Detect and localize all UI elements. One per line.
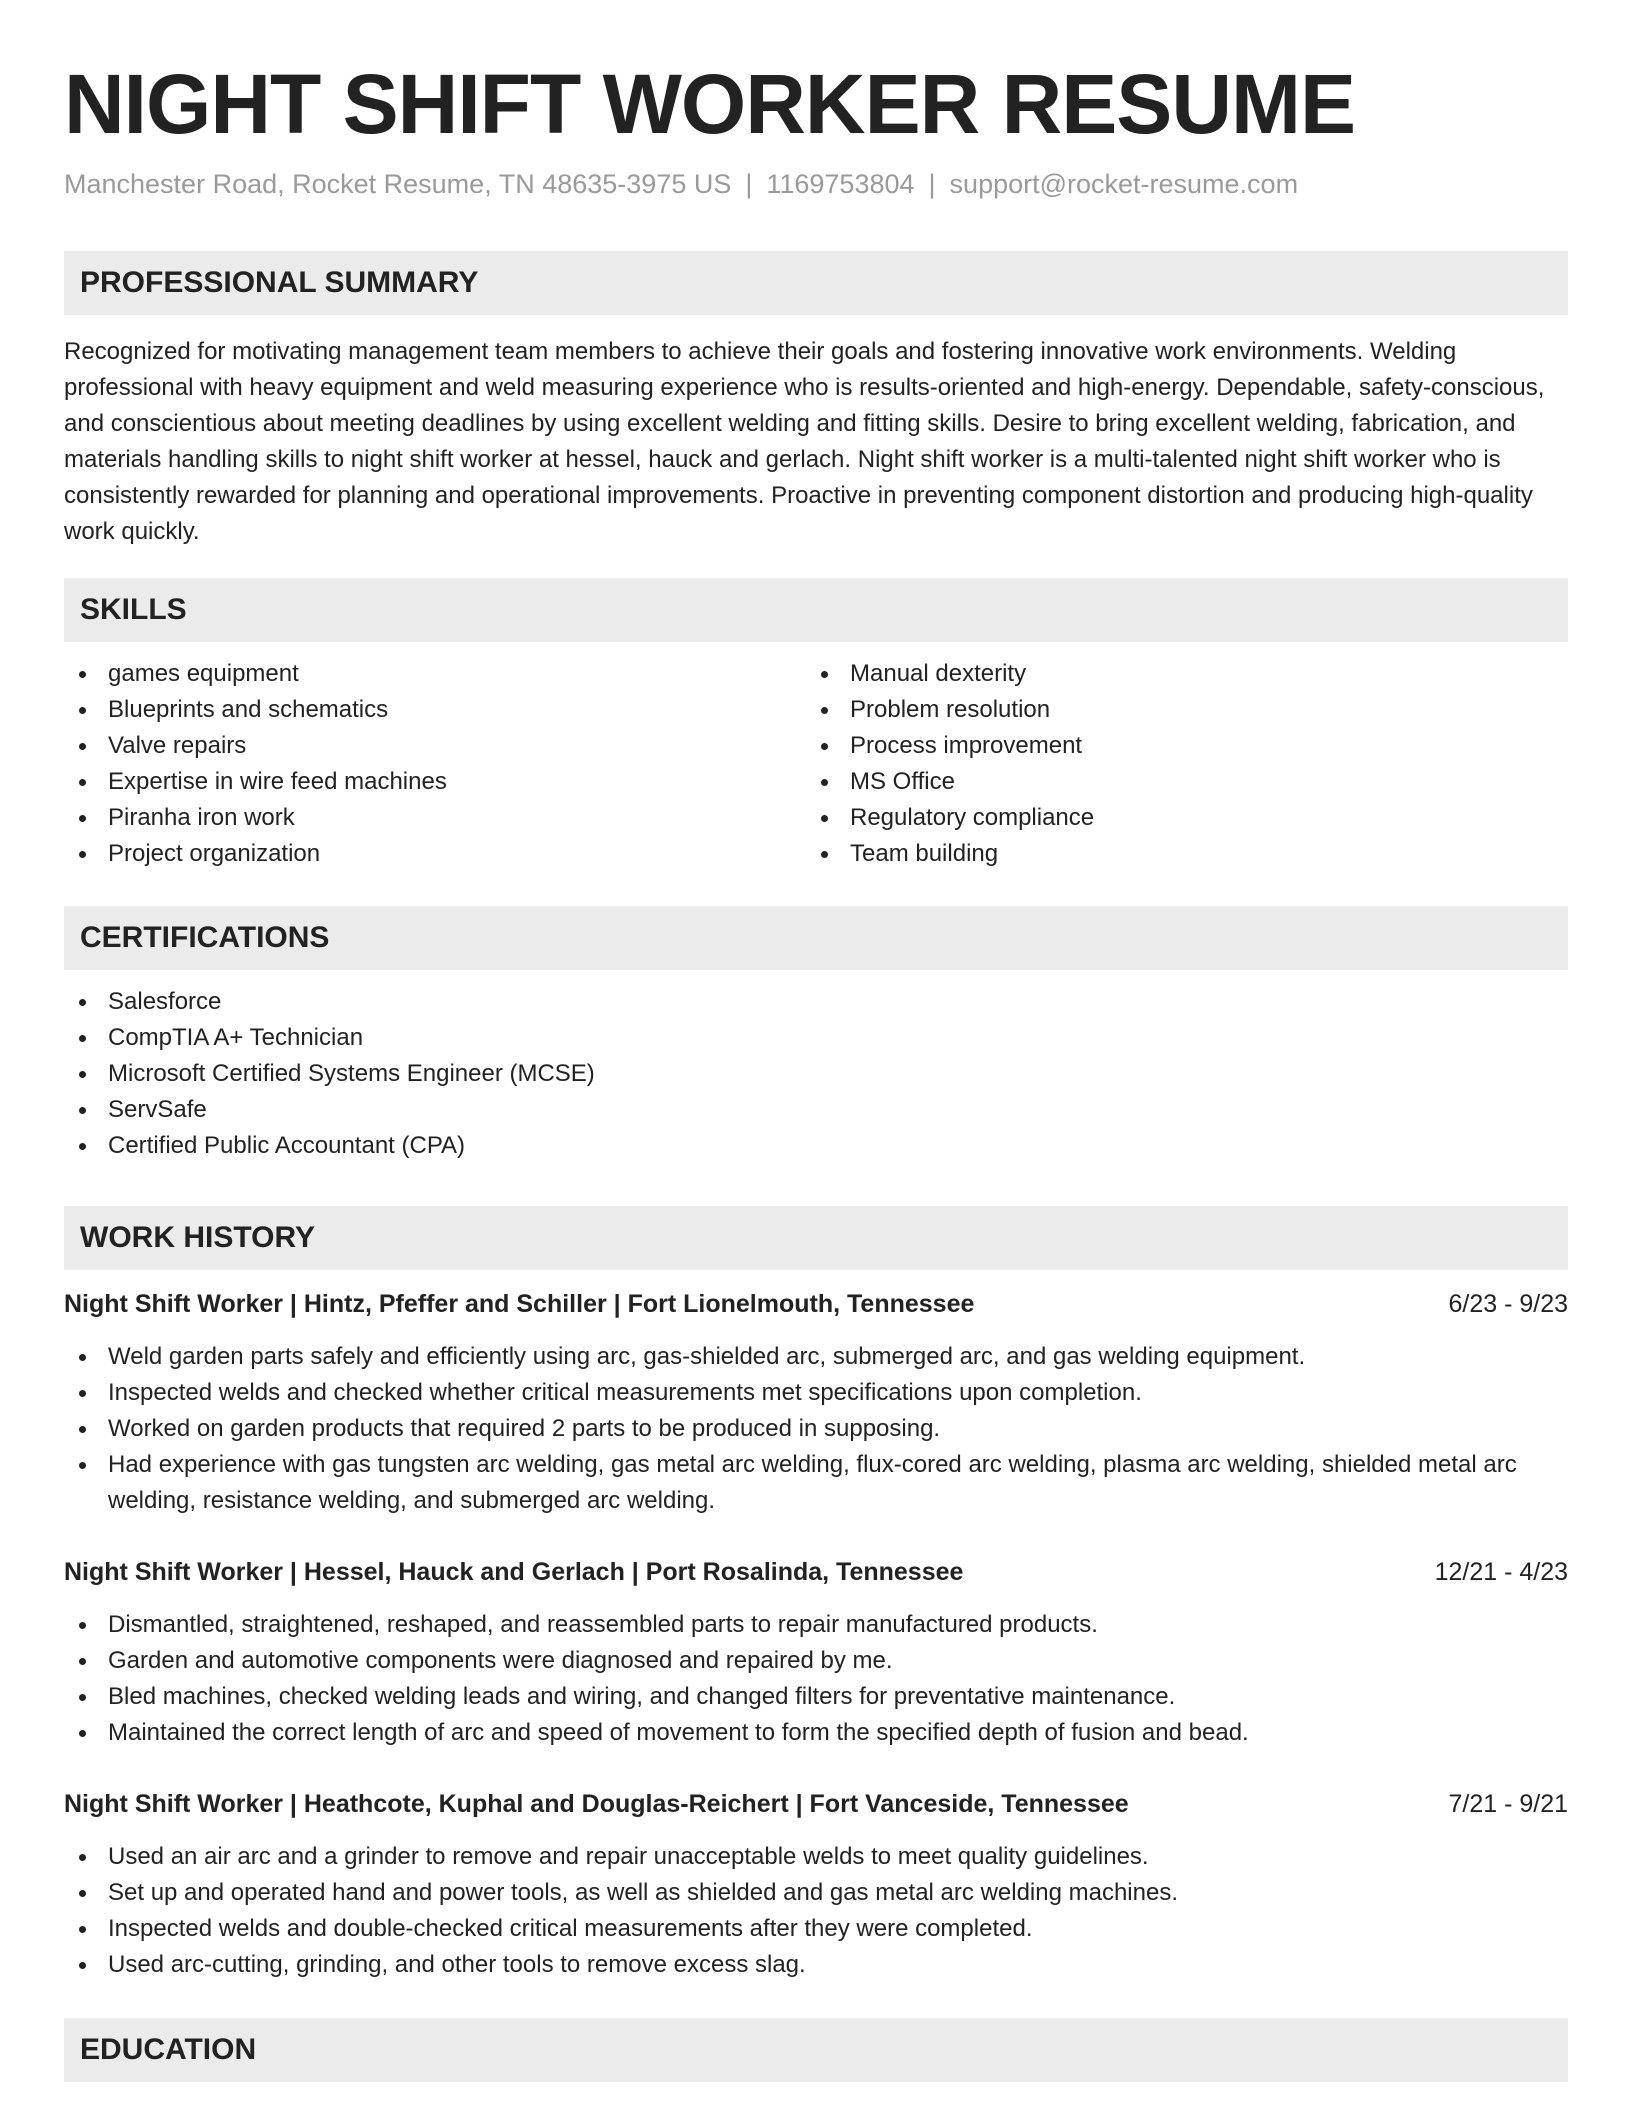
job-header [64,1286,1568,1322]
list-item: Manual dexterity [806,656,1536,692]
section-skills-heading: SKILLS [80,593,187,626]
job-header [64,1554,1568,1590]
skills-list-left [64,656,794,872]
section-skills-header [64,578,1568,642]
job-dates: 6/23 - 9/23 [1448,1290,1568,1318]
list-item: MS Office [806,764,1536,800]
list-item: Maintained the correct length of arc and speed of movement to form the specified depth of fusion and bead. [64,1715,1568,1751]
contact-separator: | [745,169,753,199]
section-work-history-heading: WORK HISTORY [80,1221,316,1254]
summary-text: Recognized for motivating management team members to achieve their goals and fostering innovative work environments. Welding professional with heavy equipment and weld measuring experience who is results-oriented and high-energy. Dependable, safety-conscious, and conscientious about meeting deadlines by using excellent welding and fitting skills. Desire to bring excellent welding, fabrication, and materials handling skills to night shift worker at hessel, hauck and gerlach. Night shift worker is a multi-talented night shift worker who is consistently rewarded for planning and operational improvements. Proactive in preventing component distortion and producing high-quality work quickly. [64,338,1545,545]
list-item: Worked on garden products that required 2 parts to be produced in supposing. [64,1411,1568,1447]
certifications-list [64,984,1568,1164]
section-education-header [64,2018,1568,2082]
list-item: Project organization [64,836,794,872]
contact-separator: | [928,169,936,199]
list-item: ServSafe [64,1092,1568,1128]
list-item: Problem resolution [806,692,1536,728]
job-bullets [64,1839,1568,1983]
list-item: Process improvement [806,728,1536,764]
contact-line [64,166,1298,202]
list-item: Piranha iron work [64,800,794,836]
section-work-history-header [64,1206,1568,1270]
contact-phone: 1169753804 [766,169,915,199]
section-summary-header [64,251,1568,315]
list-item: Certified Public Accountant (CPA) [64,1128,1568,1164]
job-dates: 12/21 - 4/23 [1434,1558,1568,1586]
contact-email: support@rocket-resume.com [949,169,1299,199]
job-bullets [64,1339,1568,1519]
job-bullets [64,1607,1568,1751]
list-item: Microsoft Certified Systems Engineer (MCSE) [64,1056,1568,1092]
list-item: Expertise in wire feed machines [64,764,794,800]
list-item: Blueprints and schematics [64,692,794,728]
job-title: Night Shift Worker | Heathcote, Kuphal and Douglas-Reichert | Fort Vanceside, Tennessee [64,1790,1129,1818]
section-education-heading: EDUCATION [80,2033,257,2066]
job-title: Night Shift Worker | Hessel, Hauck and Gerlach | Port Rosalinda, Tennessee [64,1558,964,1586]
resume-title: NIGHT SHIFT WORKER RESUME [64,57,1355,151]
job-dates: 7/21 - 9/21 [1448,1790,1568,1818]
list-item: Regulatory compliance [806,800,1536,836]
list-item: Set up and operated hand and power tools, as well as shielded and gas metal arc welding machines. [64,1875,1568,1911]
section-certifications-heading: CERTIFICATIONS [80,921,330,954]
list-item: Bled machines, checked welding leads and wiring, and changed filters for preventative maintenance. [64,1679,1568,1715]
list-item: Dismantled, straightened, reshaped, and reassembled parts to repair manufactured products. [64,1607,1568,1643]
list-item: Weld garden parts safely and efficiently using arc, gas-shielded arc, submerged arc, and gas welding equipment. [64,1339,1568,1375]
list-item: Inspected welds and checked whether critical measurements met specifications upon completion. [64,1375,1568,1411]
list-item: Garden and automotive components were diagnosed and repaired by me. [64,1643,1568,1679]
section-certifications-header [64,906,1568,970]
list-item: Valve repairs [64,728,794,764]
list-item: Inspected welds and double-checked critical measurements after they were completed. [64,1911,1568,1947]
list-item: Team building [806,836,1536,872]
list-item: Used arc-cutting, grinding, and other tools to remove excess slag. [64,1947,1568,1983]
list-item: Used an air arc and a grinder to remove and repair unacceptable welds to meet quality guidelines. [64,1839,1568,1875]
section-summary-heading: PROFESSIONAL SUMMARY [80,266,479,299]
list-item: games equipment [64,656,794,692]
skills-list-right [806,656,1536,872]
list-item: Salesforce [64,984,1568,1020]
contact-address: Manchester Road, Rocket Resume, TN 48635-3975 US [64,169,732,199]
list-item: CompTIA A+ Technician [64,1020,1568,1056]
list-item: Had experience with gas tungsten arc welding, gas metal arc welding, flux-cored arc welding, plasma arc welding, shielded metal arc welding, resistance welding, and submerged arc welding. [64,1447,1568,1519]
job-title: Night Shift Worker | Hintz, Pfeffer and Schiller | Fort Lionelmouth, Tennessee [64,1290,975,1318]
job-header [64,1786,1568,1822]
